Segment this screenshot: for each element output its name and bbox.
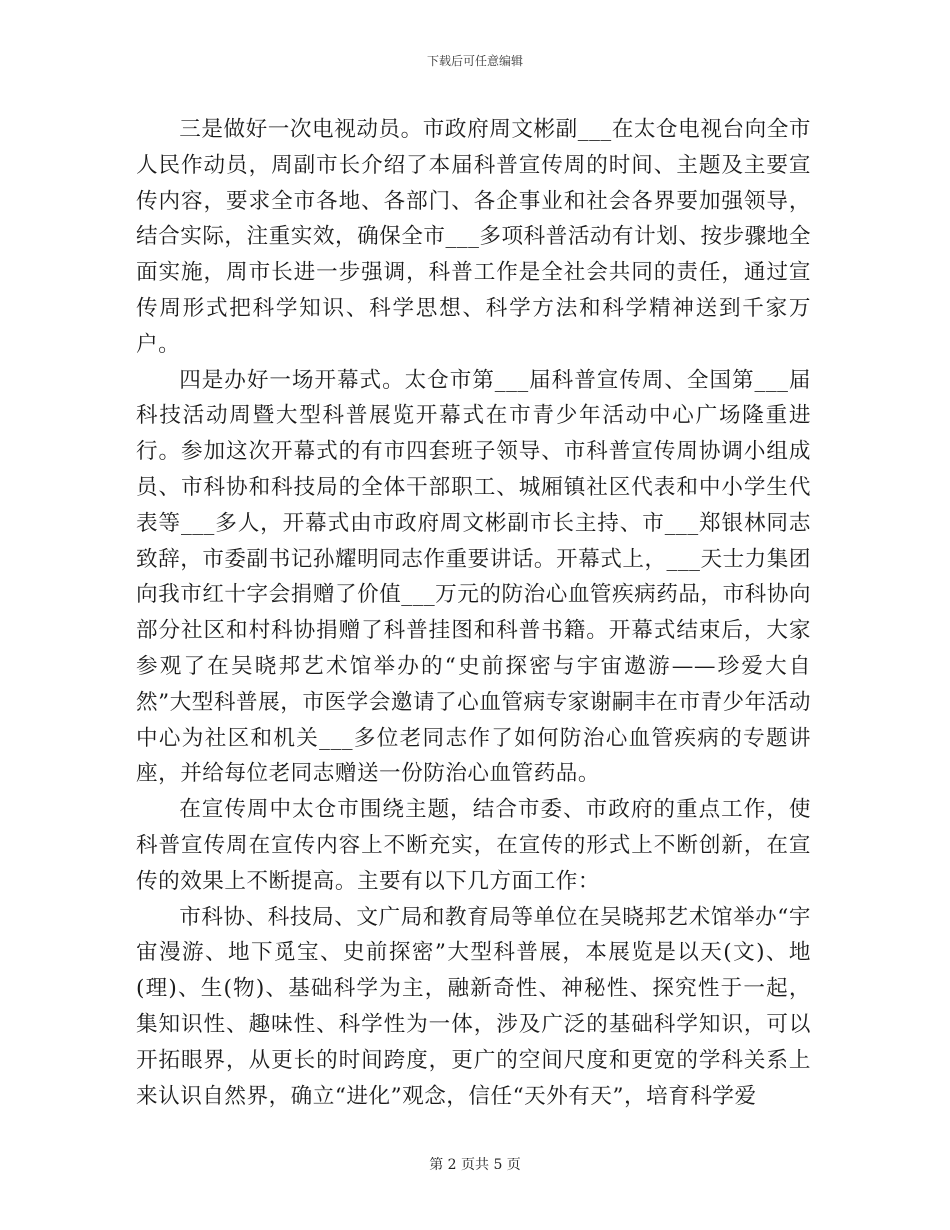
paragraph-opening-ceremony: 四是办好一场开幕式。太仓市第___届科普宣传周、全国第___届科技活动周暨大型科普展览开幕式在市青少年活动中心广场隆重进行。参加这次开幕式的有市四套班子领导、市科普宣传周协调小组成员、市科协和科技局的全体干部职工、城厢镇社区代表和中小学生代表等___多人，开幕式由市政府周文彬副市长主持、市___郑银林同志致辞，市委副书记孙耀明同志作重要讲话。开幕式上，___天士力集团向我市红十字会捐赠了价值___万元的防治心血管疾病药品，市科协向部分社区和村科协捐赠了科普挂图和科普书籍。开幕式结束后，大家参观了在吴晓邦艺术馆举办的“史前探密与宇宙遨游——珍爱大自然”大型科普展，市医学会邀请了心血管病专家谢嗣丰在市青少年活动中心为社区和机关___多位老同志作了如何防治心血管疾病的专题讲座，并给每位老同志赠送一份防治心血管药品。 bbox=[136, 367, 811, 787]
document-body bbox=[136, 112, 811, 1114]
page-header: 下载后可任意编辑 bbox=[426, 54, 523, 68]
paragraph-science-exhibition: 市科协、科技局、文广局和教育局等单位在吴晓邦艺术馆举办“宇宙漫游、地下觅宝、史前探密”大型科普展，本展览是以天(文)、地(理)、生(物)、基础科学为主，融新奇性、神秘性、探究性于一起，集知识性、趣味性、科学性为一体，涉及广泛的基础科学知识，可以开拓眼界，从更长的时间跨度，更广的空间尺度和更宽的学科关系上来认识自然界，确立“进化”观念，信任“天外有天”，培育科学爱 bbox=[136, 904, 811, 1109]
paragraph-publicity-week: 在宣传周中太仓市围绕主题，结合市委、市政府的重点工作，使科普宣传周在宣传内容上不断充实，在宣传的形式上不断创新，在宣传的效果上不断提高。主要有以下几方面工作： bbox=[136, 797, 811, 894]
paragraph-tv-mobilization: 三是做好一次电视动员。市政府周文彬副___在太仓电视台向全市人民作动员，周副市长介绍了本届科普宣传周的时间、主题及主要宣传内容，要求全市各地、各部门、各企事业和社会各界要加强领导，结合实际，注重实效，确保全市___多项科普活动有计划、按步骤地全面实施，周市长进一步强调，科普工作是全社会共同的责任，通过宣传周形式把科学知识、科学思想、科学方法和科学精神送到千家万户。 bbox=[136, 117, 811, 357]
page-footer: 第 2 页共 5 页 bbox=[429, 1157, 521, 1173]
